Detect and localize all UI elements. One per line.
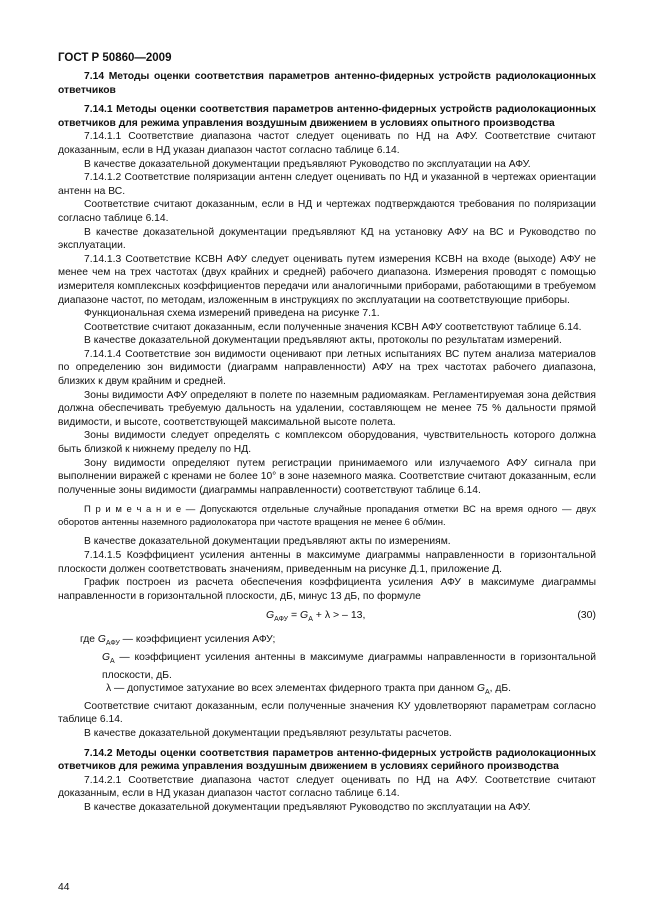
paragraph: Соответствие считают доказанным, если полученные значения КСВН АФУ соответствуют таблице 6.14. — [84, 321, 582, 333]
paragraph: В качестве доказательной документации предъявляют КД на установку АФУ на ВС и Руководство по эксплуатации. — [58, 226, 596, 252]
paragraph: Зоны видимости АФУ определяют в полете по наземным радиомаякам. Регламентируемая зона действия должна обеспечивать требуемую дальность на удалении, составляющем не менее 75 % дальности прямой видимости, и высоте, соответствующей максимальной высоте полета. — [58, 389, 596, 428]
document-body — [58, 70, 596, 815]
paragraph: График построен из расчета обеспечения коэффициента усиления АФУ в максимуме диаграммы направленности в горизонтальной плоскости, дБ, минус 13 дБ, по формуле — [58, 577, 596, 602]
paragraph: В качестве доказательной документации предъявляют Руководство по эксплуатации на АФУ. — [84, 802, 531, 814]
page-number: 44 — [58, 882, 70, 893]
definition-lambda: λ — допустимое затухание во всех элементах фидерного тракта при данном $G_А$, дБ. — [106, 683, 511, 697]
paragraph: 7.14.1.3 Соответствие КСВН АФУ следует оценивать путем измерения КСВН на входе (выходе) АФУ не менее чем на трех частотах (двух крайних и средней) рабочего диапазона. Измерения проводят с помощью измерителя комплексных коэффициентов передачи или аналогичными приборами, работающими в требуемом диапазоне частот, по методам, изложенным в инструкциях по эксплуатации на соответствующие приборы. — [58, 253, 596, 306]
paragraph: Соответствие считают доказанным, если полученные значения КУ удовлетворяют параметрам согласно таблице 6.14. — [58, 700, 596, 726]
paragraph: Зону видимости определяют путем регистрации принимаемого или излучаемого АФУ сигнала при выполнении виражей с кренами не более 10° в зоне наземного маяка. Соответствие считают доказанным, если полученные зоны видимости (диаграммы направленности) соответствуют таблице 6.14. — [58, 457, 596, 496]
paragraphs-top — [58, 70, 596, 603]
formula-expression: $G_{АФУ} = G_А + \lambda$ > – 13, — [266, 609, 366, 624]
paragraph: 7.14.2.1 Соответствие диапазона частот следует оценивать по НД на АФУ. Соответствие считают доказанным, если в НД указан диапазон частот согласно таблице 6.14. — [58, 774, 596, 800]
paragraph: В качестве доказательной документации предъявляют акты по измерениям. — [84, 536, 451, 548]
paragraph: В качестве доказательной документации предъявляют Руководство по эксплуатации на АФУ. — [84, 158, 531, 170]
formula-30 — [58, 605, 596, 629]
definition-g-a: $G_А$ — коэффициент усиления антенны в максимуме диаграммы направленности в горизонтальной плоскости, дБ. — [102, 652, 596, 681]
paragraph: Зоны видимости следует определять с комплексом оборудования, чувствительность которого должна быть близкой к нижнему пределу по НД. — [58, 430, 596, 456]
section-heading: 7.14.1 Методы оценки соответствия параметров антенно-фидерных устройств радиолокационных ответчиков для режима управления воздушным движением в условиях опытного производства — [58, 104, 596, 129]
paragraph: 7.14.1.2 Соответствие поляризации антенн следует оценивать по НД и указанной в чертежах ориентации антенн на ВС. — [58, 172, 596, 197]
paragraph: 7.14.1.4 Соответствие зон видимости оценивают при летных испытаниях ВС путем анализа материалов по определению зон видимости (диаграмм направленности) АФУ на трех частотах рабочего диапазона, близких к двум крайним и средней. — [58, 348, 596, 388]
note-paragraph: П р и м е ч а н и е — Допускаются отдельные случайные пропадания отметки ВС на время одного — двух оборотов антенны наземного радиолокатора при частоте вращения не менее 6 об/мин. — [58, 504, 596, 529]
paragraph: 7.14.1.1 Соответствие диапазона частот следует оценивать по НД на АФУ. Соответствие считают доказанным, если в НД указан диапазон частот согласно таблице 6.14. — [58, 131, 596, 156]
standard-header: ГОСТ Р 50860—2009 — [58, 52, 172, 64]
paragraphs-bottom — [58, 700, 596, 815]
paragraph: Соответствие считают доказанным, если в НД и чертежах подтверждаются требования по поляризации согласно таблице 6.14. — [58, 199, 596, 224]
paragraph: В качестве доказательной документации предъявляют результаты расчетов. — [84, 728, 452, 740]
paragraph: Функциональная схема измерений приведена на рисунке 7.1. — [84, 308, 380, 320]
section-heading: 7.14 Методы оценки соответствия параметров антенно-фидерных устройств радиолокационных ответчиков — [58, 71, 596, 96]
formula-number: (30) — [577, 609, 596, 622]
section-heading: 7.14.2 Методы оценки соответствия параметров антенно-фидерных устройств радиолокационных ответчиков для режима управления воздушным движением в условиях серийного производства — [58, 747, 596, 773]
definition-g-afu: где $G_{АФУ}$ — коэффициент усиления АФУ; — [80, 634, 276, 648]
paragraph: В качестве доказательной документации предъявляют акты, протоколы по результатам измерений. — [84, 335, 562, 347]
paragraph: 7.14.1.5 Коэффициент усиления антенны в максимуме диаграммы направленности в горизонтальной плоскости должен соответствовать значениям, приведенным на рисунке Д.1, приложение Д. — [58, 550, 596, 575]
